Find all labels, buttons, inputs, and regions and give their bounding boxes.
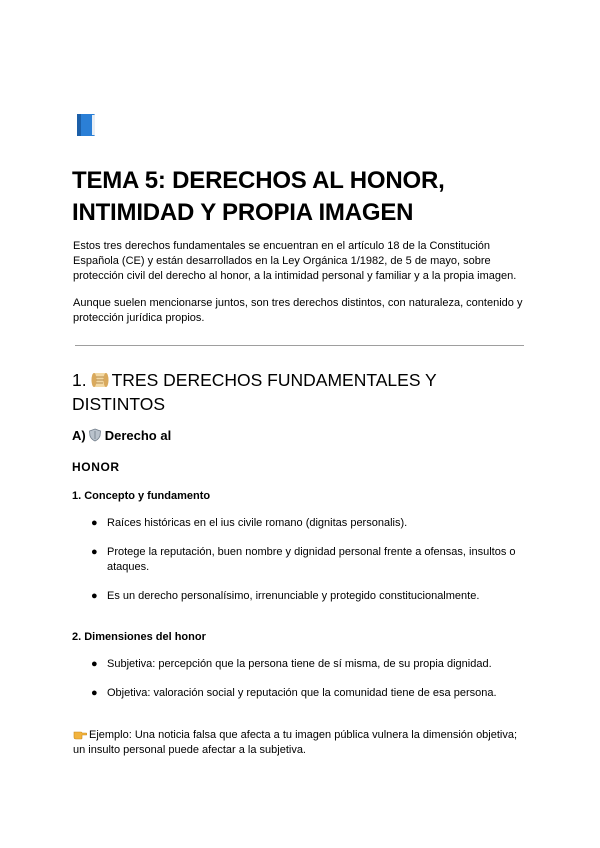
honor-heading: HONOR <box>72 460 120 474</box>
section-1-heading <box>72 368 492 416</box>
intro-paragraph-2: Aunque suelen mencionarse juntos, son tres derechos distintos, con naturaleza, contenido y protección jurídica propios. <box>73 297 523 324</box>
list-item-text: Es un derecho personalísimo, irrenunciable y protegido constitucionalmente. <box>107 590 480 602</box>
bullet-icon: ● <box>91 546 98 558</box>
intro-paragraph-1: Estos tres derechos fundamentales se encuentran en el artículo 18 de la Constitución Española (CE) y están desarrollados en la Ley Orgánica 1/1982, de 5 de mayo, sobre protección civil del derecho al honor, a la intimidad personal y familiar y a la propia imagen. <box>73 240 517 282</box>
subsection-a-heading <box>72 428 171 443</box>
list-item <box>91 589 527 604</box>
list-item <box>91 686 527 701</box>
page-title: TEMA 5: DERECHOS AL HONOR, INTIMIDAD Y PROPIA IMAGEN <box>72 167 445 226</box>
section-1-number: 1. <box>72 370 87 390</box>
shield-icon <box>88 428 102 442</box>
pointing-hand-icon <box>73 728 87 740</box>
bullet-icon: ● <box>91 517 98 529</box>
list-item <box>91 516 527 531</box>
list-item-text: Protege la reputación, buen nombre y dignidad personal frente a ofensas, insultos o ataques. <box>107 546 516 573</box>
horizontal-divider <box>75 345 524 346</box>
list-item-text: Objetiva: valoración social y reputación que la comunidad tiene de esa persona. <box>107 687 497 699</box>
example-paragraph <box>73 728 528 758</box>
list-item-text: Subjetiva: percepción que la persona tiene de sí misma, de su propia dignidad. <box>107 658 492 670</box>
bullet-icon: ● <box>91 658 98 670</box>
bullet-icon: ● <box>91 590 98 602</box>
scroll-icon <box>90 371 110 389</box>
concept-heading: 1. Concepto y fundamento <box>72 490 211 502</box>
dimensions-heading: 2. Dimensiones del honor <box>72 631 206 643</box>
example-text: Ejemplo: Una noticia falsa que afecta a tu imagen pública vulnera la dimensión objetiva; un insulto personal puede afectar a la subjetiva. <box>73 729 518 756</box>
list-item <box>91 657 527 672</box>
section-1-title: TRES DERECHOS FUNDAMENTALES Y DISTINTOS <box>72 370 437 414</box>
bullet-icon: ● <box>91 687 98 699</box>
list-item-text: Raíces históricas en el ius civile romano (dignitas personalis). <box>107 517 408 529</box>
list-item <box>91 545 527 575</box>
book-icon <box>74 113 98 137</box>
subsection-a-label: Derecho al <box>104 428 172 443</box>
subsection-a-prefix: A) <box>72 428 86 443</box>
